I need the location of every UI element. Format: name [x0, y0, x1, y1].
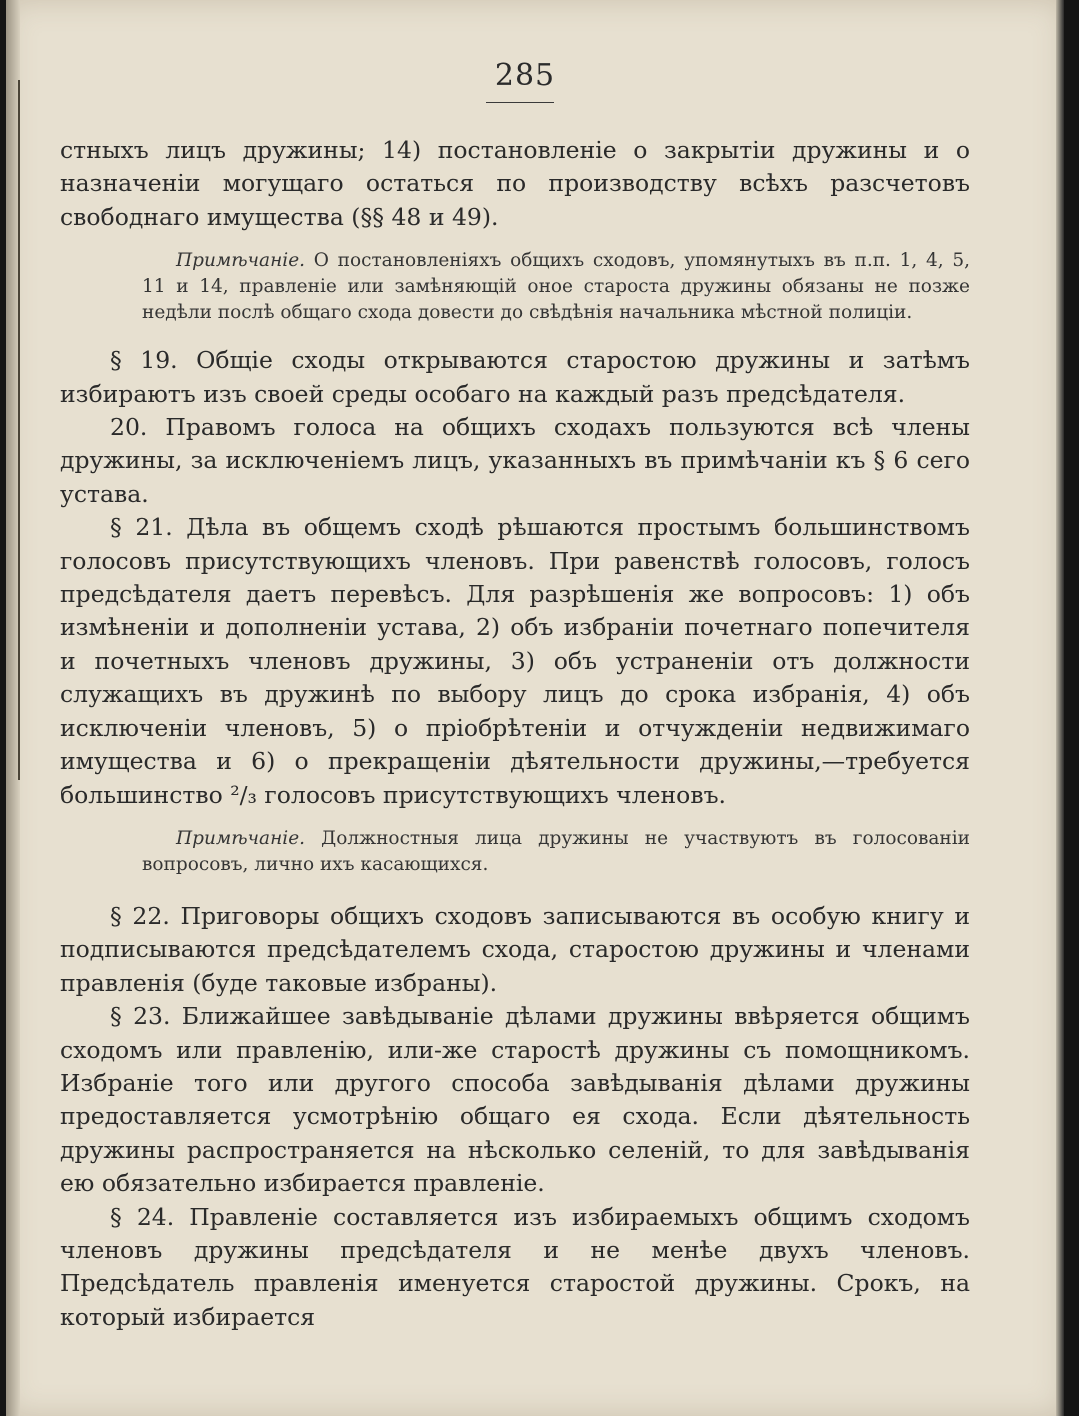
paragraph-continuation: стныхъ лицъ дружины; 14) постановленіе о закрытіи дружины и о назначеніи могущаго остаться по производству всѣхъ разсчетовъ свободнаго имущества (§§ 48 и 49). — [60, 136, 970, 231]
page-number-rule — [486, 102, 554, 103]
note-label: Примѣчаніе. — [176, 250, 306, 272]
paragraph-section-19: § 19. Общіе сходы открываются старостою дружины и затѣмъ избираютъ изъ своей среды особаго на каждый разъ предсѣдателя. — [60, 346, 970, 408]
paragraph-section-23: § 23. Ближайшее завѣдываніе дѣлами дружины ввѣряется общимъ сходомъ или правленію, или-же старостѣ дружины съ помощникомъ. Избраніе того или другого способа завѣдыванія дѣлами дружины предоставляется усмотрѣнію общаго ея схода. Если дѣятельность дружины распространяется на нѣсколько селеній, то для завѣдыванія ею обязательно избирается правленіе. — [60, 1002, 970, 1198]
paragraph-section-20: 20. Правомъ голоса на общихъ сходахъ пользуются всѣ члены дружины, за исключеніемъ лицъ, указанныхъ въ примѣчаніи къ § 6 сего устава. — [60, 413, 970, 508]
paragraph-section-22: § 22. Приговоры общихъ сходовъ записываются въ особую книгу и подписываются предсѣдателемъ схода, старостою дружины и членами правленія (буде таковые избраны). — [60, 901, 970, 997]
note-label: Примѣчаніе. — [176, 827, 306, 849]
paragraph-section-24: § 24. Правленіе составляется изъ избираемыхъ общимъ сходомъ членовъ дружины предсѣдателя и не менѣе двухъ членовъ. Предсѣдатель правленія именуется старостой дружины. Срокъ, на который избирается — [60, 1202, 970, 1331]
page-body — [60, 134, 970, 1334]
binding-margin-line — [18, 80, 20, 780]
page-number: 285 — [494, 58, 556, 93]
note-block — [60, 826, 970, 878]
scanned-page — [6, 0, 1064, 1416]
note-text: Должностныя лица дружины не участвуютъ въ голосованіи вопросовъ, лично ихъ касающихся. — [142, 827, 970, 875]
paragraph-section-21: § 21. Дѣла въ общемъ сходѣ рѣшаются простымъ большинствомъ голосовъ присутствующихъ членовъ. При равенствѣ голосовъ, голосъ предсѣдателя даетъ перевѣсъ. Для разрѣшенія же вопросовъ: 1) объ измѣненіи и дополненіи устава, 2) объ избраніи почетнаго попечителя и почетныхъ членовъ дружины, 3) объ устраненіи отъ должности служащихъ въ дружинѣ по выбору лицъ до срока избранія, 4) объ исключеніи членовъ, 5) о пріобрѣтеніи и отчужденіи недвижимаго имущества и 6) о прекращеніи дѣятельности дружины,—требуется большинство ²/₃ голосовъ присутствующихъ членовъ. — [60, 513, 970, 809]
note-text: О постановленіяхъ общихъ сходовъ, упомянутыхъ въ п.п. 1, 4, 5, 11 и 14, правленіе или замѣняющій оное староста дружины обязаны не позже недѣли послѣ общаго схода довести до свѣдѣнія начальника мѣстной полиціи. — [142, 250, 970, 324]
note-block — [60, 248, 970, 326]
